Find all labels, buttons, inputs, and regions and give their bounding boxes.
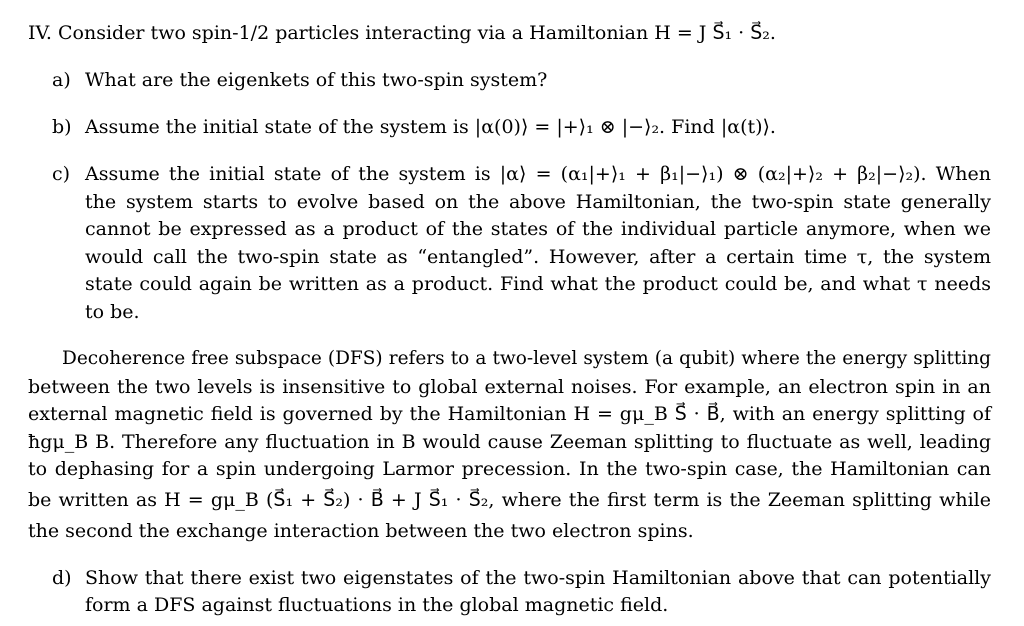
dfs-paragraph-line-3: external magnetic field is governed by the Hamiltonian H = gμ_B S⃗ · B⃗, with an energy splitting of [28,403,991,425]
item-d-line-2: form a DFS against fluctuations in the global magnetic field. [85,594,669,616]
item-c-label: c) [52,163,71,185]
dfs-paragraph-line-2: between the two levels is insensitive to global external noises. For example, an electron spin in an [28,376,991,398]
item-a-text: What are the eigenkets of this two-spin system? [85,69,548,91]
item-b-text: Assume the initial state of the system is |α(0)⟩ = |+⟩₁ ⊗ |−⟩₂. Find |α(t)⟩. [85,116,776,138]
dfs-paragraph-line-7: the second the exchange interaction between the two electron spins. [28,520,694,542]
item-c-line-6: to be. [85,301,140,323]
item-c-line-1: Assume the initial state of the system is |α⟩ = (α₁|+⟩₁ + β₁|−⟩₁) ⊗ (α₂|+⟩₂ + β₂|−⟩₂). When [85,163,991,185]
item-c-line-4: would call the two-spin state as “entangled”. However, after a certain time τ, the system [85,246,991,268]
item-a-label: a) [52,69,71,91]
dfs-paragraph-line-5: to dephasing for a spin undergoing Larmor precession. In the two-spin case, the Hamiltonian can [28,458,991,480]
item-d-line-1: Show that there exist two eigenstates of the two-spin Hamiltonian above that can potentially [85,567,991,589]
item-c-line-5: state could again be written as a product. Find what the product could be, and what τ needs [85,273,991,295]
dfs-paragraph-line-4: ħgμ_B B. Therefore any fluctuation in B would cause Zeeman splitting to fluctuate as well, leading [28,431,991,453]
dfs-paragraph-line-1: Decoherence free subspace (DFS) refers to a two-level system (a qubit) where the energy splitting [62,348,991,369]
item-d-label: d) [52,567,72,589]
problem-heading: IV. Consider two spin-1/2 particles interacting via a Hamiltonian H = J S⃗₁ · S⃗₂. [28,22,776,44]
item-b-label: b) [52,116,72,138]
dfs-paragraph-line-6: be written as H = gμ_B (S⃗₁ + S⃗₂) · B⃗ + J S⃗₁ · S⃗₂, where the first term is the Zeeman splitting while [28,489,991,511]
item-c-line-3: cannot be expressed as a product of the states of the individual particle anymore, when we [85,218,991,240]
item-c-line-2: the system starts to evolve based on the above Hamiltonian, the two-spin state generally [85,191,991,213]
